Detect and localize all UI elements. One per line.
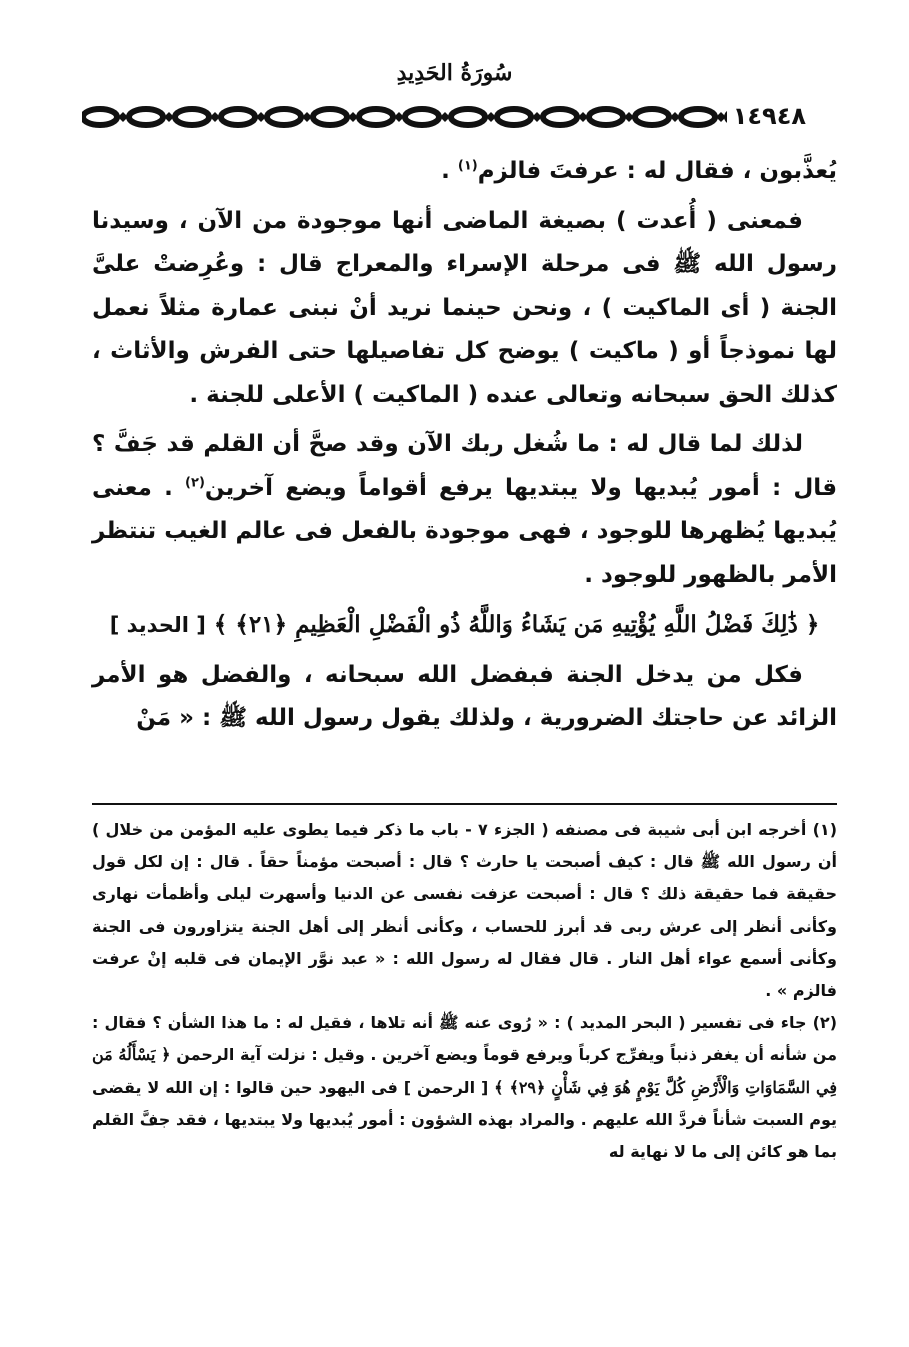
paragraph-3 [92, 423, 837, 597]
chain-link [359, 109, 393, 125]
chain-link [221, 109, 255, 125]
paragraph-3-text-a: لذلك لما قال له : ما شُغل ربك الآن وقد صحَّ أن القلم قد جَفَّ ؟ قال : أمور يُبديها ولا يبتديها يرفع أقواماً ويضع آخرين [92, 431, 837, 501]
paragraph-1-end: . [441, 158, 458, 184]
surah-title: سُورَةُ الحَدِيدِ [396, 60, 513, 86]
chain-link [313, 109, 347, 125]
footnote-ref-1: (١) [457, 158, 478, 174]
quran-verse-text: ﴿ ذَٰلِكَ فَضْلُ اللَّهِ يُؤْتِيهِ مَن يَشَاءُ وَاللَّهُ ذُو الْفَضْلِ الْعَظِيمِ ﴿٢١﴾ ﴾ [213, 611, 820, 638]
chain-link [405, 109, 439, 125]
paragraph-1-text: يُعذَّبون ، فقال له : عرفتَ فالزم [477, 158, 837, 184]
footnote-2-text-a: (٢) جاء فى تفسير ( البحر المديد ) : « رُوى عنه ﷺ أنه تلاها ، فقيل له : ما هذا الشأن ؟ فقال : من شأنه أن يغفر ذنباً ويفرِّج كرباً ويرفع قوماً ويضع آخرين . وقيل : نزلت آية الرحمن [92, 1013, 837, 1065]
footnote-2-text-b: [ الرحمن ] فى اليهود حين قالوا : إن الله لا يقضى يوم السبت شأناً فردَّ الله عليهم . والمراد بهذه الشؤون : أمور يُبديها ولا يبتديها ، فقد جفَّ القلم بما هو كائن إلى ما لا نهاية له [92, 1077, 837, 1162]
quran-verse-reference: [ الحديد ] [109, 613, 206, 637]
chain-link [129, 109, 163, 125]
chain-link [681, 109, 715, 125]
chain-link [497, 109, 531, 125]
footnote-ref-2: (٢) [185, 474, 205, 490]
paragraph-1 [92, 150, 837, 194]
footnote-1: (١) أخرجه ابن أبى شيبة فى مصنفه ( الجزء ٧ - باب ما ذكر فيما يطوى عليه المؤمن من خلال ) أن رسول الله ﷺ قال : كيف أصبحت يا حارث ؟ قال : أصبحت مؤمناً حقاً . قال : إن لكل قول حقيقة فما حقيقة ذلك ؟ قال : أصبحت عزفت نفسى عن الدنيا وأسهرت ليلى وأظمأت نهارى وكأنى أنظر إلى عرش ربى قد أبرز للحساب ، وكأنى أنظر إلى أهل الجنة يتزاورون فى الجنة وكأنى أسمع عواء أهل النار . قال فقال له رسول الله : « عبد نوَّر الإيمان فى قلبه إنْ عرفت فالزم » . [92, 820, 837, 1001]
decorative-chain-border [82, 100, 852, 134]
footnote-2 [92, 1007, 837, 1168]
page-number: ١٤٩٤٨ [727, 103, 812, 129]
quran-verse [92, 603, 837, 648]
footnotes [92, 814, 837, 1168]
chain-link [175, 109, 209, 125]
paragraph-4: فكل من يدخل الجنة فبفضل الله سبحانه ، والفضل هو الأمر الزائد عن حاجتك الضرورية ، ولذلك يقول رسول الله ﷺ : « مَنْ [92, 661, 837, 731]
chain-link [83, 109, 117, 125]
chain-link [451, 109, 485, 125]
chain-link [543, 109, 577, 125]
chain-link [589, 109, 623, 125]
chain-link [635, 109, 669, 125]
footnote-2-quran: ﴿ يَسْأَلُهُ مَن فِي السَّمَاوَاتِ وَالْأَرْضِ كُلَّ يَوْمٍ هُوَ فِي شَأْنٍ ﴿٢٩﴾ ﴾ [92, 1045, 837, 1097]
chain-link [267, 109, 301, 125]
footnote-divider [92, 803, 837, 805]
paragraph-3-text-b: . معنى يُبديها يُظهرها للوجود ، فهى موجودة بالفعل فى عالم الغيب تنتظر الأمر بالظهور للوجود . [92, 474, 837, 588]
main-text [92, 150, 837, 747]
paragraph-2: فمعنى ( أُعدت ) بصيغة الماضى أنها موجودة من الآن ، وسيدنا رسول الله ﷺ فى مرحلة الإسراء والمعراج قال : وعُرِضتْ علىَّ الجنة ( أى الماكيت ) ، ونحن حينما نريد أنْ نبنى عمارة مثلاً نعمل لها نموذجاً أو ( ماكيت ) يوضح كل تفاصيلها حتى الفرش والأثاث ، كذلك الحق سبحانه وتعالى عنده ( الماكيت ) الأعلى للجنة . [92, 207, 837, 408]
